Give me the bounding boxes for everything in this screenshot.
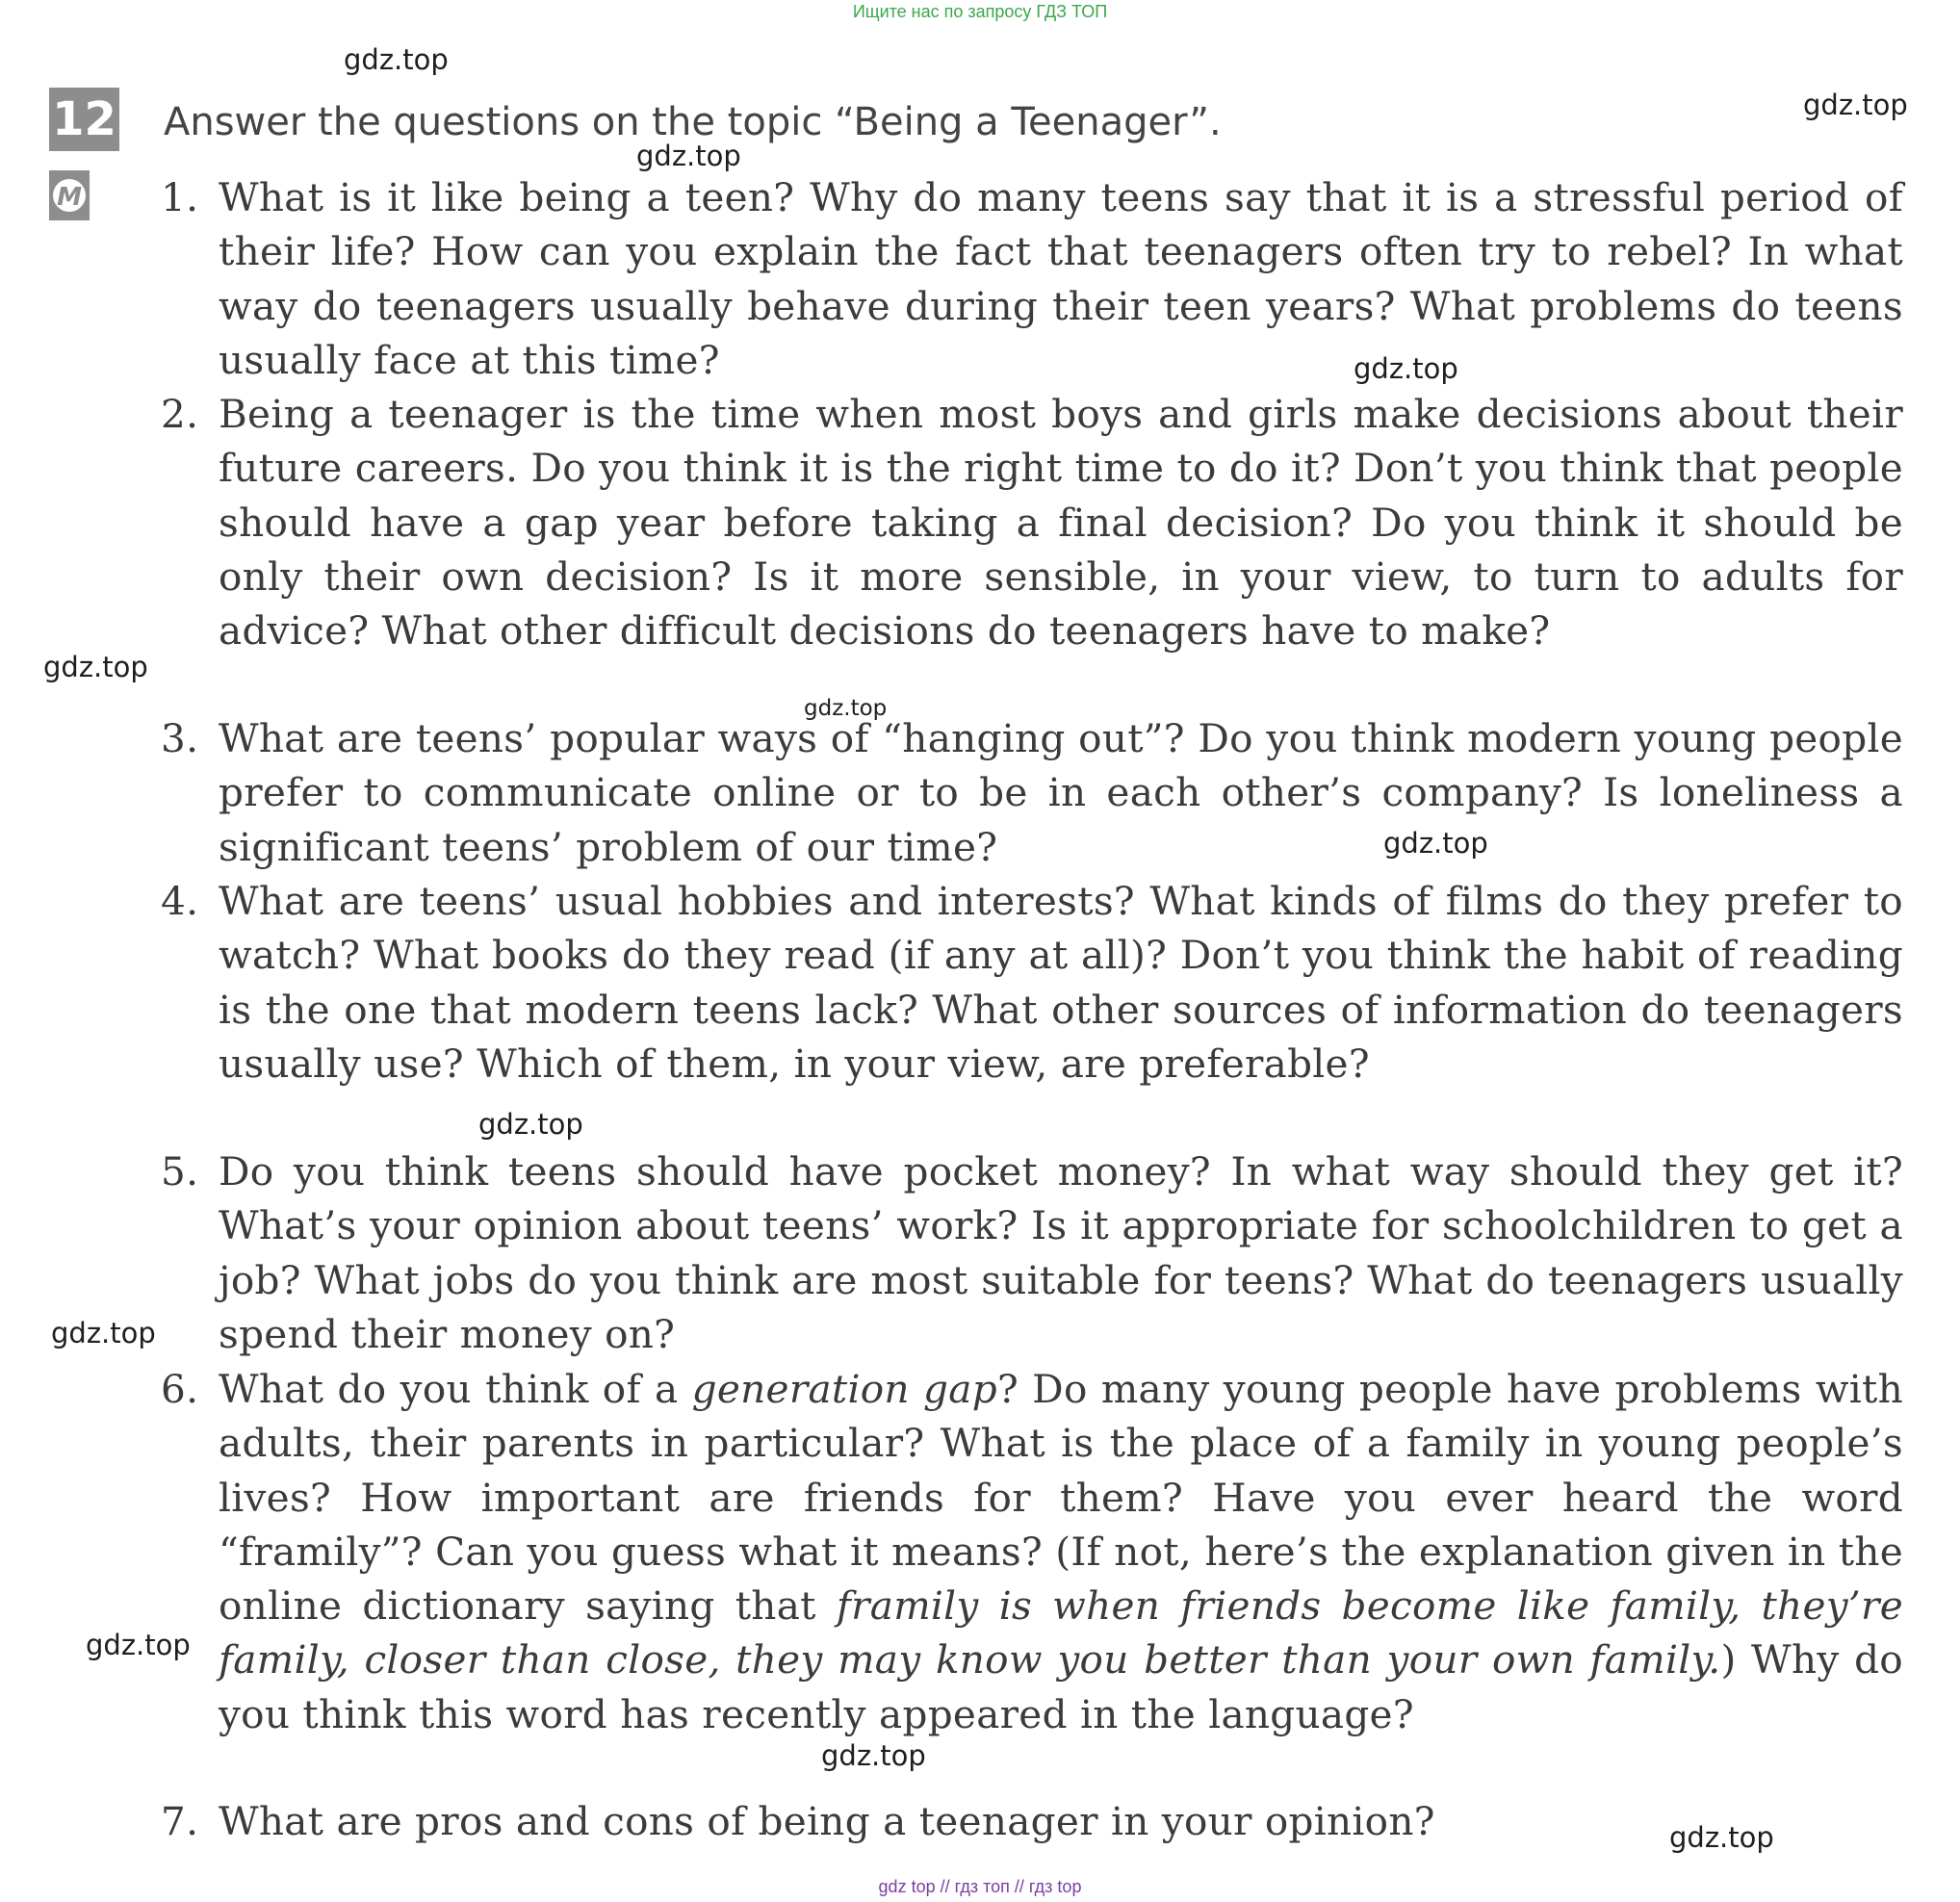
question-text: What are pros and cons of being a teenager in your opinion? <box>219 1798 1435 1844</box>
question-text-part: ) Why do you think this word has recently appeared in the language? <box>219 1636 1903 1737</box>
watermark: gdz.top <box>344 43 449 76</box>
question-text: Do you think teens should have pocket money? In what way should they get it? What’s your opinion about teens’ work? Is it appropriate for schoolchildren to get a job? What jobs do you think are most suitable for teens? What do teenagers usually spend their money on? <box>219 1148 1903 1357</box>
question-item <box>161 1144 1903 1361</box>
watermark: gdz.top <box>51 1317 156 1349</box>
dictionary-quote-italic: framily is when friends become like family, they’re family, closer than close, they may know you better than your own family. <box>219 1582 1903 1684</box>
watermark: gdz.top <box>1803 89 1908 121</box>
question-number: 3. <box>161 715 199 761</box>
watermark: gdz.top <box>1669 1821 1774 1854</box>
question-number: 7. <box>161 1798 199 1844</box>
top-banner: Ищите нас по запросу ГДЗ ТОП <box>852 2 1108 21</box>
watermark: gdz.top <box>478 1108 583 1141</box>
question-item <box>161 711 1903 874</box>
question-text-part: ? Do many young people have problems with adults, their parents in particular? What is the place of a family in young people’s lives? How important are friends for them? Have you ever heard the word “framily”? Can you guess what it means? (If not, here’s the explanation given in the online dictionary saying that <box>219 1366 1903 1630</box>
bottom-banner: gdz top // гдз топ // гдз top <box>878 1877 1082 1896</box>
watermark: gdz.top <box>636 140 741 172</box>
question-item <box>161 1794 1903 1848</box>
question-item <box>161 387 1903 657</box>
question-text: Being a teenager is the time when most boys and girls make decisions about their future careers. Do you think it is the right time to do it? Don’t you think that people should have a gap year before taking a final decision? Do you think it should be only their own decision? Is it more sensible, in your view, to turn to adults for advice? What other difficult decisions do teenagers have to make? <box>219 391 1903 655</box>
question-item <box>161 874 1903 1091</box>
watermark: gdz.top <box>86 1629 191 1661</box>
mode-letter: M <box>57 183 82 212</box>
question-text: What is it like being a teen? Why do many teens say that it is a stressful period of their life? How can you explain the fact that teenagers often try to rebel? In what way do teenagers usually behave during their teen years? What problems do teens usually face at this time? <box>219 174 1903 383</box>
question-number: 5. <box>161 1148 199 1195</box>
question-number: 6. <box>161 1366 199 1412</box>
watermark: gdz.top <box>43 651 148 683</box>
question-item <box>161 170 1903 387</box>
watermark: gdz.top <box>1383 827 1488 860</box>
mode-m-icon <box>49 170 90 220</box>
question-number: 2. <box>161 391 199 437</box>
question-text-part: What do you think of a <box>219 1366 692 1412</box>
watermark: gdz.top <box>821 1739 926 1772</box>
question-text: What are teens’ popular ways of “hanging out”? Do you think modern young people prefer to communicate online or to be in each other’s company? Is loneliness a significant teens’ problem of our time? <box>219 715 1903 870</box>
exercise-title: Answer the questions on the topic “Being a Teenager”. <box>164 100 1222 144</box>
question-number: 1. <box>161 174 199 220</box>
watermark: gdz.top <box>1354 352 1458 385</box>
question-item <box>161 1362 1903 1741</box>
question-number: 4. <box>161 878 199 924</box>
exercise-number: 12 <box>49 88 119 151</box>
watermark: gdz.top <box>804 696 888 721</box>
question-text: What are teens’ usual hobbies and interests? What kinds of films do they prefer to watch? What books do they read (if any at all)? Don’t you think the habit of reading is the one that modern teens lack? What other sources of information do teenagers usually use? Which of them, in your view, are preferable? <box>219 878 1903 1087</box>
question-term-italic: generation gap <box>691 1366 997 1412</box>
